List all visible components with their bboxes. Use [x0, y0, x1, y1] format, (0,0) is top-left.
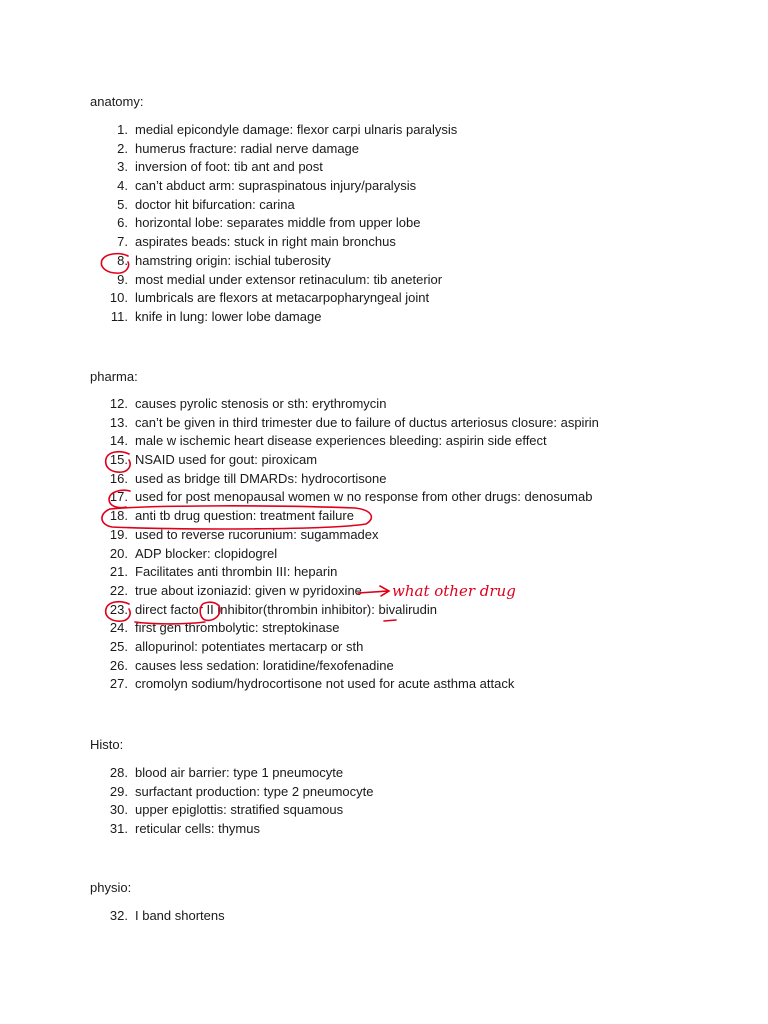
list-item-text: doctor hit bifurcation: carina [135, 196, 295, 212]
list-item-text: blood air barrier: type 1 pneumocyte [135, 765, 344, 780]
list-item-text: humerus fracture: radial nerve damage [135, 140, 360, 156]
list-item-number: 5. [117, 196, 128, 212]
list-item [0, 907, 700, 926]
list-item-number: 27. [109, 676, 128, 692]
list-item-number: 28. [109, 765, 128, 780]
list-item-text: male w ischemic heart disease experiences bleeding: aspirin side effect [135, 433, 547, 449]
section-heading-physio: physio: [90, 880, 132, 895]
list-item [0, 820, 700, 839]
list-item [0, 233, 700, 252]
section-heading-anatomy: anatomy: [90, 94, 144, 109]
list-item [0, 638, 700, 657]
list-item-number: 11. [110, 308, 128, 324]
list-item-text: knife in lung: lower lobe damage [135, 308, 322, 324]
list-item-number: 3. [117, 159, 128, 175]
list-item [0, 507, 700, 526]
list-item [0, 619, 700, 638]
list-item [0, 252, 700, 271]
list-item-number: 31. [109, 821, 128, 837]
list-item-text: upper epiglottis: stratified squamous [135, 802, 344, 818]
list-item-number: 23. [109, 601, 128, 617]
list-item-number: 6. [117, 215, 128, 231]
list-anatomy [0, 121, 700, 327]
list-item-number: 18. [109, 508, 128, 524]
list-item-number: 26. [109, 657, 128, 673]
list-item-number: 7. [117, 234, 128, 250]
list-item-number: 20. [109, 545, 128, 561]
list-item-text: true about izoniazid: given w pyridoxine [135, 582, 362, 598]
list-item-number: 12. [109, 396, 128, 411]
list-item-number: 4. [117, 178, 128, 194]
list-item-number: 29. [109, 783, 128, 799]
list-item-number: 17. [109, 489, 128, 505]
list-item [0, 545, 700, 564]
list-physio [0, 907, 700, 926]
section-heading-pharma: pharma: [90, 369, 138, 384]
list-item-text: can’t abduct arm: supraspinatous injury/paralysis [135, 178, 417, 194]
list-item-text: direct factor II inhibitor(thrombin inhibitor): bivalirudin [135, 601, 438, 617]
list-item-number: 8. [117, 252, 128, 268]
list-item-number: 9. [117, 271, 128, 287]
handwritten-note: what other drug [392, 582, 516, 600]
list-item [0, 526, 700, 545]
list-item [0, 764, 700, 783]
list-item-text: inversion of foot: tib ant and post [135, 159, 323, 175]
list-item-text: used as bridge till DMARDs: hydrocortisone [135, 470, 387, 486]
list-item [0, 158, 700, 177]
list-item-text: aspirates beads: stuck in right main bronchus [135, 234, 396, 250]
list-item-number: 1. [117, 122, 128, 137]
list-item [0, 140, 700, 159]
list-item [0, 271, 700, 290]
list-item-text: causes less sedation: loratidine/fexofenadine [135, 657, 394, 673]
list-item-text: hamstring origin: ischial tuberosity [135, 252, 331, 268]
list-item [0, 657, 700, 676]
list-item-text: lumbricals are flexors at metacarpopharyngeal joint [135, 290, 430, 306]
list-item-text: used to reverse rucorunium: sugammadex [135, 526, 379, 542]
list-item-number: 15. [109, 452, 128, 468]
section-heading-histo: Histo: [90, 737, 124, 752]
list-item-number: 19. [109, 526, 128, 542]
list-item-number: 24. [109, 620, 128, 636]
list-item-text: ADP blocker: clopidogrel [135, 545, 278, 561]
list-item-text: first gen thrombolytic: streptokinase [135, 620, 340, 636]
list-item [0, 395, 700, 414]
list-item-number: 13. [109, 414, 128, 430]
list-item-text: allopurinol: potentiates mertacarp or sth [135, 638, 364, 654]
list-item [0, 414, 700, 433]
list-item [0, 582, 700, 601]
list-histo [0, 764, 700, 839]
list-item-text: I band shortens [135, 908, 225, 923]
list-item-text: surfactant production: type 2 pneumocyte [135, 783, 374, 799]
list-item-number: 16. [109, 470, 128, 486]
list-item-text: can’t be given in third trimester due to failure of ductus arteriosus closure: aspirin [135, 414, 599, 430]
list-item [0, 451, 700, 470]
list-item-text: horizontal lobe: separates middle from upper lobe [135, 215, 421, 231]
list-item-text: medial epicondyle damage: flexor carpi ulnaris paralysis [135, 122, 458, 137]
list-item [0, 196, 700, 215]
list-item-text: Facilitates anti thrombin III: heparin [135, 564, 338, 580]
list-item [0, 563, 700, 582]
list-item [0, 308, 700, 327]
list-item-text: anti tb drug question: treatment failure [135, 508, 354, 524]
list-item-text: most medial under extensor retinaculum: tib aneterior [135, 271, 443, 287]
list-item-number: 22. [109, 582, 128, 598]
list-item-text: cromolyn sodium/hydrocortisone not used for acute asthma attack [135, 676, 515, 692]
list-item [0, 432, 700, 451]
list-item [0, 470, 700, 489]
list-item-text: reticular cells: thymus [135, 821, 260, 837]
list-item-number: 32. [109, 908, 128, 923]
list-item [0, 675, 700, 694]
list-item [0, 488, 700, 507]
list-item-text: causes pyrolic stenosis or sth: erythromycin [135, 396, 387, 411]
list-item [0, 177, 700, 196]
list-item [0, 801, 700, 820]
list-item-number: 2. [117, 140, 128, 156]
list-pharma [0, 395, 700, 694]
list-item-number: 25. [109, 638, 128, 654]
list-item-text: NSAID used for gout: piroxicam [135, 452, 318, 468]
list-item [0, 783, 700, 802]
list-item [0, 601, 700, 620]
list-item-number: 21. [109, 564, 128, 580]
list-item [0, 214, 700, 233]
list-item-number: 30. [109, 802, 128, 818]
list-item [0, 289, 700, 308]
list-item-number: 14. [109, 433, 128, 449]
list-item-text: used for post menopausal women w no response from other drugs: denosumab [135, 489, 593, 505]
list-item [0, 121, 700, 140]
list-item-number: 10. [109, 290, 128, 306]
